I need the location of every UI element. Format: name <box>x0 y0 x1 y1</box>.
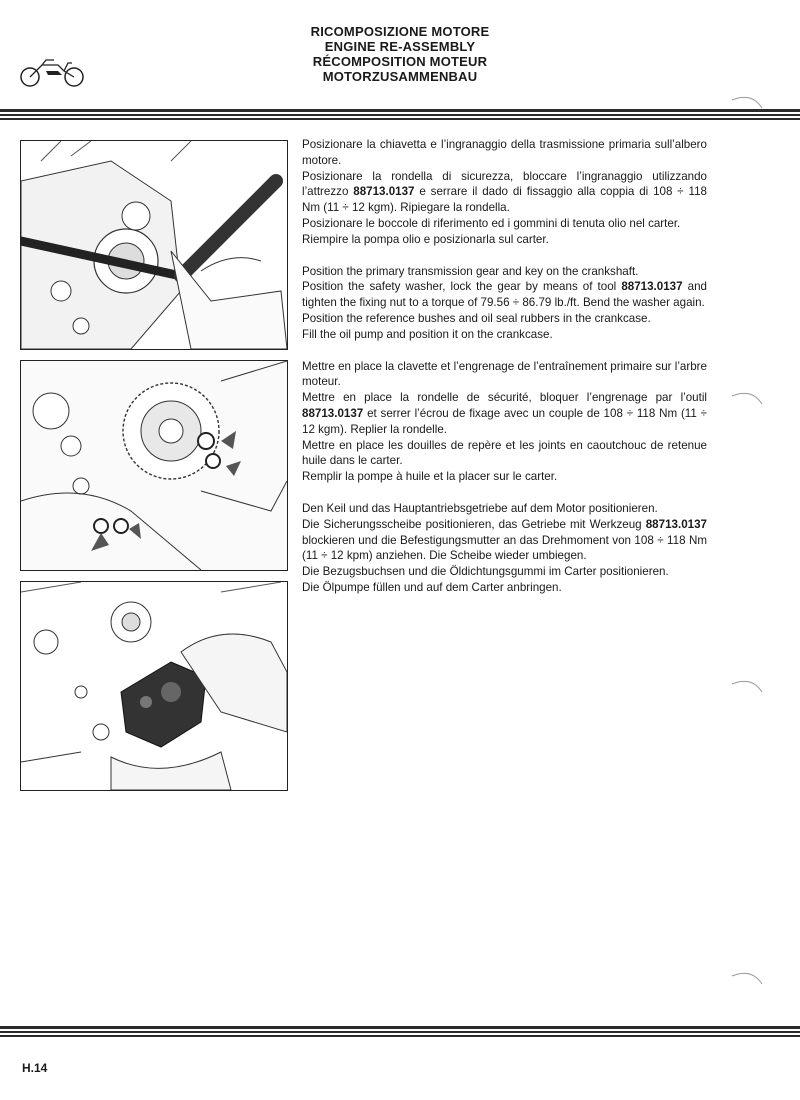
figure-gear-arrows <box>20 360 288 571</box>
en-step-3: Position the reference bushes and oil seal rubbers in the crankcase. <box>302 311 651 325</box>
it-step-2 <box>302 169 707 216</box>
footer-divider <box>0 1026 800 1039</box>
de-step-3: Die Bezugsbuchsen und die Öldichtungsgummi im Carter positionieren. <box>302 565 669 579</box>
instructions-text <box>302 137 707 596</box>
de-step-2 <box>302 517 707 564</box>
binder-hole-mark <box>730 968 770 998</box>
instructions-italian <box>302 137 707 248</box>
title-italian: RICOMPOSIZIONE MOTORE <box>310 24 490 39</box>
it-step-4: Riempire la pompa olio e posizionarla sul carter. <box>302 232 549 246</box>
page-title-block <box>0 24 800 84</box>
figure-oil-pump <box>20 581 288 791</box>
en-tool-number: 88713.0137 <box>621 280 683 294</box>
fr-step-2-text-a: Mettre en place la rondelle de sécurité, bloquer l’engrenage par l’outil <box>302 391 707 405</box>
en-step-2 <box>302 279 707 311</box>
instructions-german <box>302 501 707 596</box>
de-step-1: Den Keil und das Hauptantriebsgetriebe auf dem Motor positionieren. <box>302 501 658 515</box>
en-step-2-text-a: Position the safety washer, lock the gear by means of tool <box>302 280 617 294</box>
it-tool-number: 88713.0137 <box>353 185 415 199</box>
de-step-2-text-b: blockieren und die Befestigungsmutter an das Drehmoment von 108 ÷ 118 Nm (11 ÷ 12 kpm) anziehen. Die Scheibe wieder umbiegen. <box>302 533 707 563</box>
figure-wrench-tool <box>20 140 288 350</box>
oil-pump-installation-icon <box>21 582 287 790</box>
en-step-2-text-b: and tighten the fixing nut to a torque of 79.56 ÷ 86.79 lb./ft. Bend the washer again. <box>302 280 707 310</box>
binder-hole-mark <box>730 388 770 418</box>
binder-hole-mark <box>730 676 770 706</box>
title-english: ENGINE RE-ASSEMBLY <box>324 39 476 54</box>
fr-step-2 <box>302 390 707 437</box>
instructions-english <box>302 264 707 343</box>
de-step-2-text-a: Die Sicherungsscheibe positionieren, das Getriebe mit Werkzeug <box>302 517 642 531</box>
page-number: H.14 <box>22 1061 48 1075</box>
en-step-4: Fill the oil pump and position it on the crankcase. <box>302 327 553 341</box>
fr-tool-number: 88713.0137 <box>302 406 364 420</box>
motorcycle-icon <box>18 55 86 89</box>
en-step-1: Position the primary transmission gear and key on the crankshaft. <box>302 264 639 278</box>
instructions-french <box>302 359 707 485</box>
it-step-2-text-a: Posizionare la rondella di sicurezza, bloccare l’ingranaggio utilizzando l’attrezzo <box>302 169 707 199</box>
it-step-2-text-b: e serrare il dado di fissaggio alla coppia di 108 ÷ 118 Nm (11 ÷ 12 kgm). Ripiegare la rondella. <box>302 185 707 215</box>
header-divider <box>0 109 800 122</box>
fr-step-2-text-b: et serrer l’écrou de fixage avec un couple de 108 ÷ 118 Nm (11 ÷ 12 kgm). Replier la rondelle. <box>302 406 707 436</box>
fr-step-1: Mettre en place la clavette et l’engrenage de l’entraînement primaire sur l’arbre moteur. <box>302 359 707 389</box>
binder-hole-mark <box>730 92 770 122</box>
de-tool-number: 88713.0137 <box>645 517 707 531</box>
gear-with-arrows-icon <box>21 361 287 570</box>
title-french: RÉCOMPOSITION MOTEUR <box>312 54 488 69</box>
fr-step-3: Mettre en place les douilles de repère et les joints en caoutchouc de retenue huile dans le carter. <box>302 438 707 468</box>
fr-step-4: Remplir la pompe à huile et la placer sur le carter. <box>302 470 558 484</box>
title-german: MOTORZUSAMMENBAU <box>322 69 478 84</box>
it-step-1: Posizionare la chiavetta e l’ingranaggio della trasmissione primaria sull’albero motore. <box>302 138 707 167</box>
it-step-3: Posizionare le boccole di riferimento ed i gommini di tenuta olio nel carter. <box>302 216 681 230</box>
de-step-4: Die Ölpumpe füllen und auf dem Carter anbringen. <box>302 580 562 594</box>
wrench-on-crankshaft-icon <box>21 141 287 349</box>
